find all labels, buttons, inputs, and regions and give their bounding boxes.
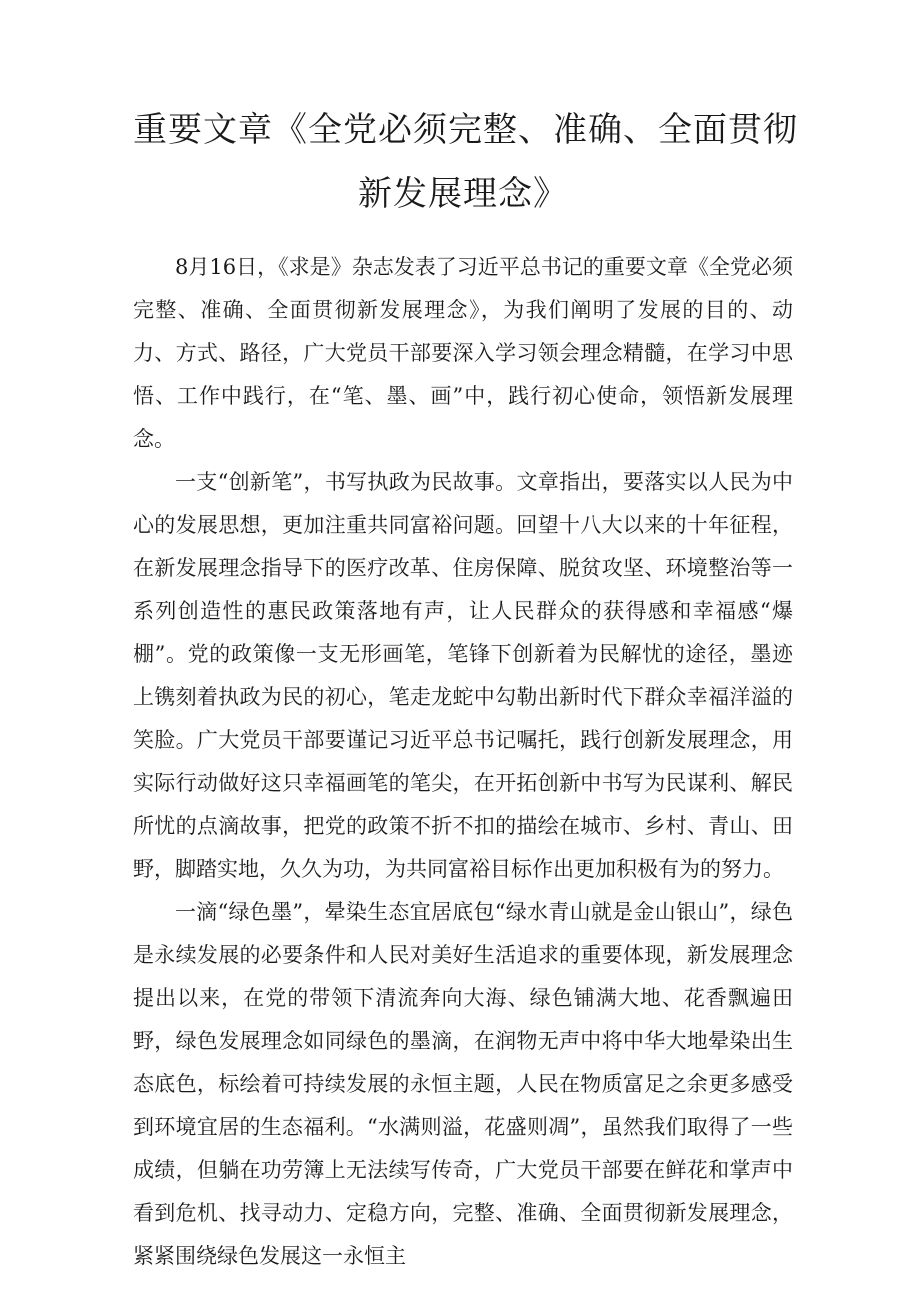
- paragraph-green-ink: 一滴“绿色墨”，晕染生态宜居底包“绿水青山就是金山银山”，绿色是永续发展的必要条件和人民对美好生活追求的重要体现，新发展理念提出以来，在党的带领下清流奔向大海、绿色铺满大地、花香飘遍田野，绿色发展理念如同绿色的墨滴，在润物无声中将中华大地晕染出生态底色，标绘着可持续发展的永恒主题，人民在物质富足之余更多感受到环境宜居的生态福利。“水满则溢，花盛则凋”，虽然我们取得了一些成绩，但躺在功劳簿上无法续写传奇，广大党员干部要在鲜花和掌声中看到危机、找寻动力、定稳方向，完整、准确、全面贯彻新发展理念，紧紧围绕绿色发展这一永恒主: [133, 900, 793, 1268]
- title-line-2: 新发展理念》: [358, 174, 568, 214]
- paragraph-innovation-pen: 一支“创新笔”，书写执政为民故事。文章指出，要落实以人民为中心的发展思想，更加注重共同富裕问题。回望十八大以来的十年征程，在新发展理念指导下的医疗改革、住房保障、脱贫攻坚、环境整治等一系列创造性的惠民政策落地有声，让人民群众的获得感和幸福感“爆棚”。党的政策像一支无形画笔，笔锋下创新着为民解忧的途径，墨迹上镌刻着执政为民的初心，笔走龙蛇中勾勒出新时代下群众幸福洋溢的笑脸。广大党员干部要谨记习近平总书记嘱托，践行创新发展理念，用实际行动做好这只幸福画笔的笔尖，在开拓创新中书写为民谋利、解民所忧的点滴故事，把党的政策不折不扣的描绘在城市、乡村、青山、田野，脚踏实地，久久为功，为共同富裕目标作出更加积极有为的努力。: [133, 470, 793, 881]
- document-body: [133, 246, 793, 1278]
- document-page: [133, 98, 798, 1278]
- document-title: [133, 98, 798, 226]
- title-line-1: 重要文章《全党必须完整、准确、全面贯彻: [133, 110, 798, 150]
- paragraph-intro: 8月16日，《求是》杂志发表了习近平总书记的重要文章《全党必须完整、准确、全面贯彻新发展理念》，为我们阐明了发展的目的、动力、方式、路径，广大党员干部要深入学习领会理念精髓，在学习中思悟、工作中践行，在“笔、墨、画”中，践行初心使命，领悟新发展理念。: [133, 255, 793, 451]
